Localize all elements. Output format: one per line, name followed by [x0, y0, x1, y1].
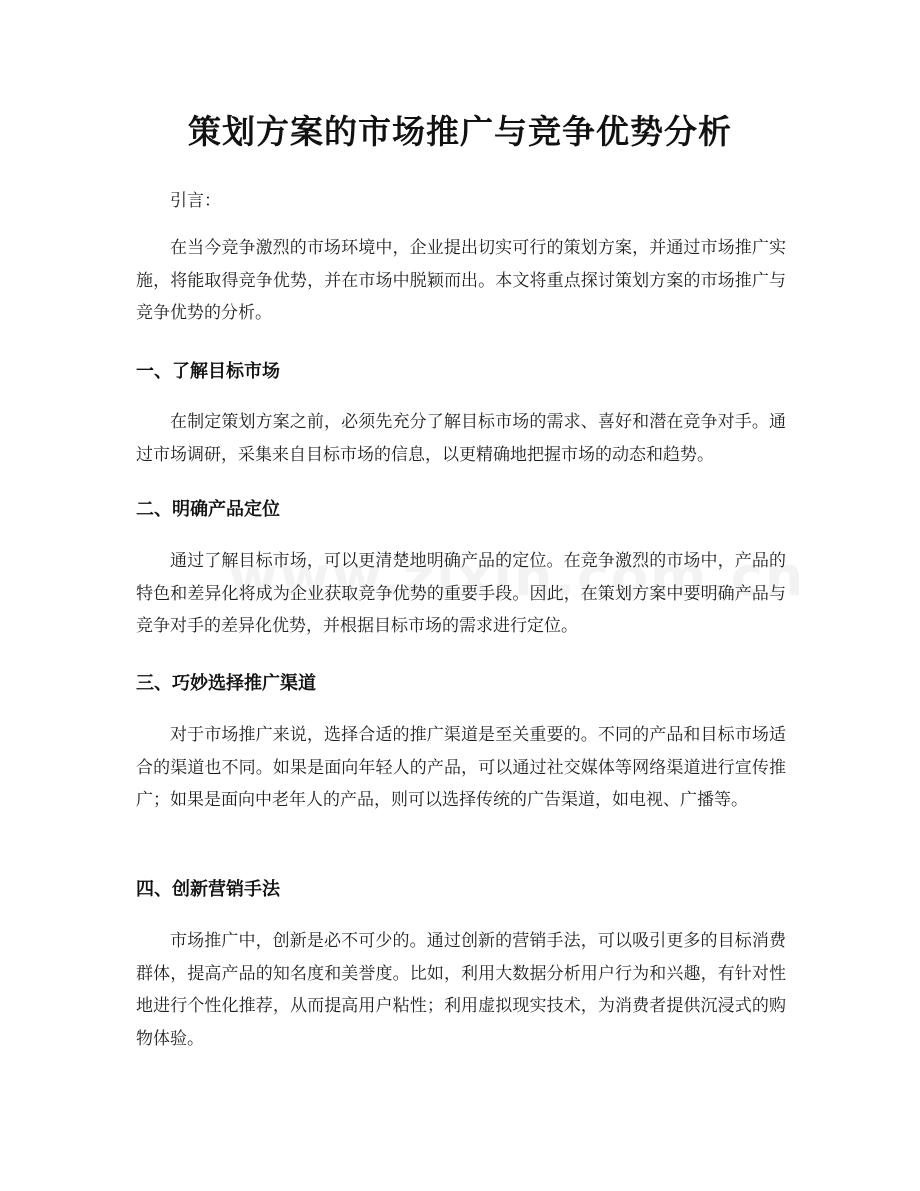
section-1-heading: 一、了解目标市场 — [136, 361, 280, 382]
section-2-paragraph: 通过了解目标市场，可以更清楚地明确产品的定位。在竞争激烈的市场中，产品的特色和差异化将成为企业获取竞争优势的重要手段。因此，在策划方案中要明确产品与竞争对手的差异化优势，并根据目标市场的需求进行定位。 — [136, 551, 786, 636]
section-4-heading: 四、创新营销手法 — [136, 879, 280, 900]
intro-label: 引言： — [170, 191, 221, 211]
section-3-paragraph: 对于市场推广来说，选择合适的推广渠道是至关重要的。不同的产品和目标市场适合的渠道也不同。如果是面向年轻人的产品，可以通过社交媒体等网络渠道进行宣传推广；如果是面向中老年人的产品，则可以选择传统的广告渠道，如电视、广播等。 — [136, 725, 786, 810]
section-2-heading: 二、明确产品定位 — [136, 499, 280, 520]
section-4-paragraph: 市场推广中，创新是必不可少的。通过创新的营销手法，可以吸引更多的目标消费群体，提高产品的知名度和美誉度。比如，利用大数据分析用户行为和兴趣，有针对性地进行个性化推荐，从而提高用户粘性；利用虚拟现实技术，为消费者提供沉浸式的购物体验。 — [136, 931, 786, 1049]
section-1-paragraph: 在制定策划方案之前，必须先充分了解目标市场的需求、喜好和潜在竞争对手。通过市场调研，采集来自目标市场的信息，以更精确地把握市场的动态和趋势。 — [136, 412, 786, 465]
intro-paragraph: 在当今竞争激烈的市场环境中，企业提出切实可行的策划方案，并通过市场推广实施，将能取得竞争优势，并在市场中脱颖而出。本文将重点探讨策划方案的市场推广与竞争优势的分析。 — [136, 238, 786, 323]
document-title: 策划方案的市场推广与竞争优势分析 — [188, 112, 732, 151]
section-3-heading: 三、巧妙选择推广渠道 — [136, 673, 316, 694]
